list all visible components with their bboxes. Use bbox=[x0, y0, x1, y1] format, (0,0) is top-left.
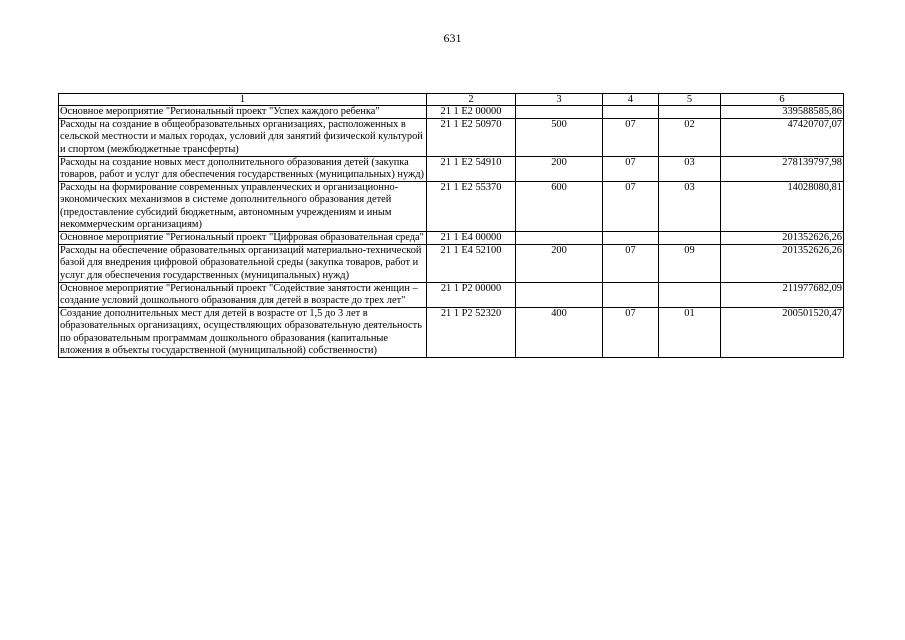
row-section: 07 bbox=[603, 119, 659, 157]
row-expense-type bbox=[516, 106, 603, 119]
row-name: Основное мероприятие "Региональный проект "Успех каждого ребенка" bbox=[59, 106, 427, 119]
row-code: 21 1 E2 50970 bbox=[427, 119, 516, 157]
row-code: 21 1 E4 52100 bbox=[427, 245, 516, 283]
row-amount: 201352626,26 bbox=[721, 232, 844, 245]
table-row bbox=[59, 232, 844, 245]
table-row bbox=[59, 119, 844, 157]
row-section: 07 bbox=[603, 245, 659, 283]
table-row bbox=[59, 106, 844, 119]
row-subsection: 01 bbox=[659, 308, 721, 358]
row-subsection: 03 bbox=[659, 156, 721, 181]
row-subsection: 09 bbox=[659, 245, 721, 283]
row-name: Расходы на формирование современных управленческих и организационно-экономических механизмов в системе дополнительного образования детей (предоставление субсидий бюджетным, автономным учреждениям и иным некоммерческим организациям) bbox=[59, 182, 427, 232]
row-expense-type bbox=[516, 232, 603, 245]
column-header-section: 4 bbox=[603, 94, 659, 106]
row-subsection: 02 bbox=[659, 119, 721, 157]
page-number: 631 bbox=[443, 31, 462, 45]
row-name: Расходы на создание в общеобразовательных организациях, расположенных в сельской местности и малых городах, условий для занятий физической культурой и спортом (межбюджетные трансферты) bbox=[59, 119, 427, 157]
table-row bbox=[59, 308, 844, 358]
row-amount: 47420707,07 bbox=[721, 119, 844, 157]
table-row bbox=[59, 245, 844, 283]
row-subsection bbox=[659, 106, 721, 119]
row-expense-type: 500 bbox=[516, 119, 603, 157]
row-section bbox=[603, 232, 659, 245]
row-amount: 211977682,09 bbox=[721, 282, 844, 307]
row-name: Основное мероприятие "Региональный проект "Содействие занятости женщин – создание условий дошкольного образования для детей в возрасте до трех лет" bbox=[59, 282, 427, 307]
row-name: Основное мероприятие "Региональный проект "Цифровая образовательная среда" bbox=[59, 232, 427, 245]
row-expense-type bbox=[516, 282, 603, 307]
column-header-amount: 6 bbox=[721, 94, 844, 106]
row-expense-type: 200 bbox=[516, 156, 603, 181]
row-section bbox=[603, 282, 659, 307]
row-amount: 14028080,81 bbox=[721, 182, 844, 232]
row-expense-type: 600 bbox=[516, 182, 603, 232]
row-section: 07 bbox=[603, 308, 659, 358]
row-code: 21 1 E2 55370 bbox=[427, 182, 516, 232]
row-subsection bbox=[659, 232, 721, 245]
row-code: 21 1 P2 52320 bbox=[427, 308, 516, 358]
row-amount: 201352626,26 bbox=[721, 245, 844, 283]
row-code: 21 1 P2 00000 bbox=[427, 282, 516, 307]
table-row bbox=[59, 182, 844, 232]
row-section: 07 bbox=[603, 156, 659, 181]
row-section bbox=[603, 106, 659, 119]
table-header-row bbox=[59, 94, 844, 106]
column-header-code: 2 bbox=[427, 94, 516, 106]
row-expense-type: 200 bbox=[516, 245, 603, 283]
row-subsection: 03 bbox=[659, 182, 721, 232]
row-name: Создание дополнительных мест для детей в возрасте от 1,5 до 3 лет в образовательных организациях, осуществляющих образовательную деятельность по образовательным программам дошкольного образования (капитальные вложения в объекты государственной (муниципальной) собственности) bbox=[59, 308, 427, 358]
row-amount: 200501520,47 bbox=[721, 308, 844, 358]
budget-table bbox=[58, 93, 844, 358]
table-row bbox=[59, 156, 844, 181]
table-row bbox=[59, 282, 844, 307]
column-header-name: 1 bbox=[59, 94, 427, 106]
column-header-expense-type: 3 bbox=[516, 94, 603, 106]
row-code: 21 1 E2 54910 bbox=[427, 156, 516, 181]
row-code: 21 1 E4 00000 bbox=[427, 232, 516, 245]
row-section: 07 bbox=[603, 182, 659, 232]
row-amount: 278139797,98 bbox=[721, 156, 844, 181]
row-code: 21 1 E2 00000 bbox=[427, 106, 516, 119]
column-header-subsection: 5 bbox=[659, 94, 721, 106]
row-name: Расходы на обеспечение образовательных организаций материально-технической базой для внедрения цифровой образовательной среды (закупка товаров, работ и услуг для обеспечения государственных (муниципальных) нужд) bbox=[59, 245, 427, 283]
row-name: Расходы на создание новых мест дополнительного образования детей (закупка товаров, работ и услуг для обеспечения государственных (муниципальных) нужд) bbox=[59, 156, 427, 181]
row-amount: 339588585,86 bbox=[721, 106, 844, 119]
row-expense-type: 400 bbox=[516, 308, 603, 358]
row-subsection bbox=[659, 282, 721, 307]
